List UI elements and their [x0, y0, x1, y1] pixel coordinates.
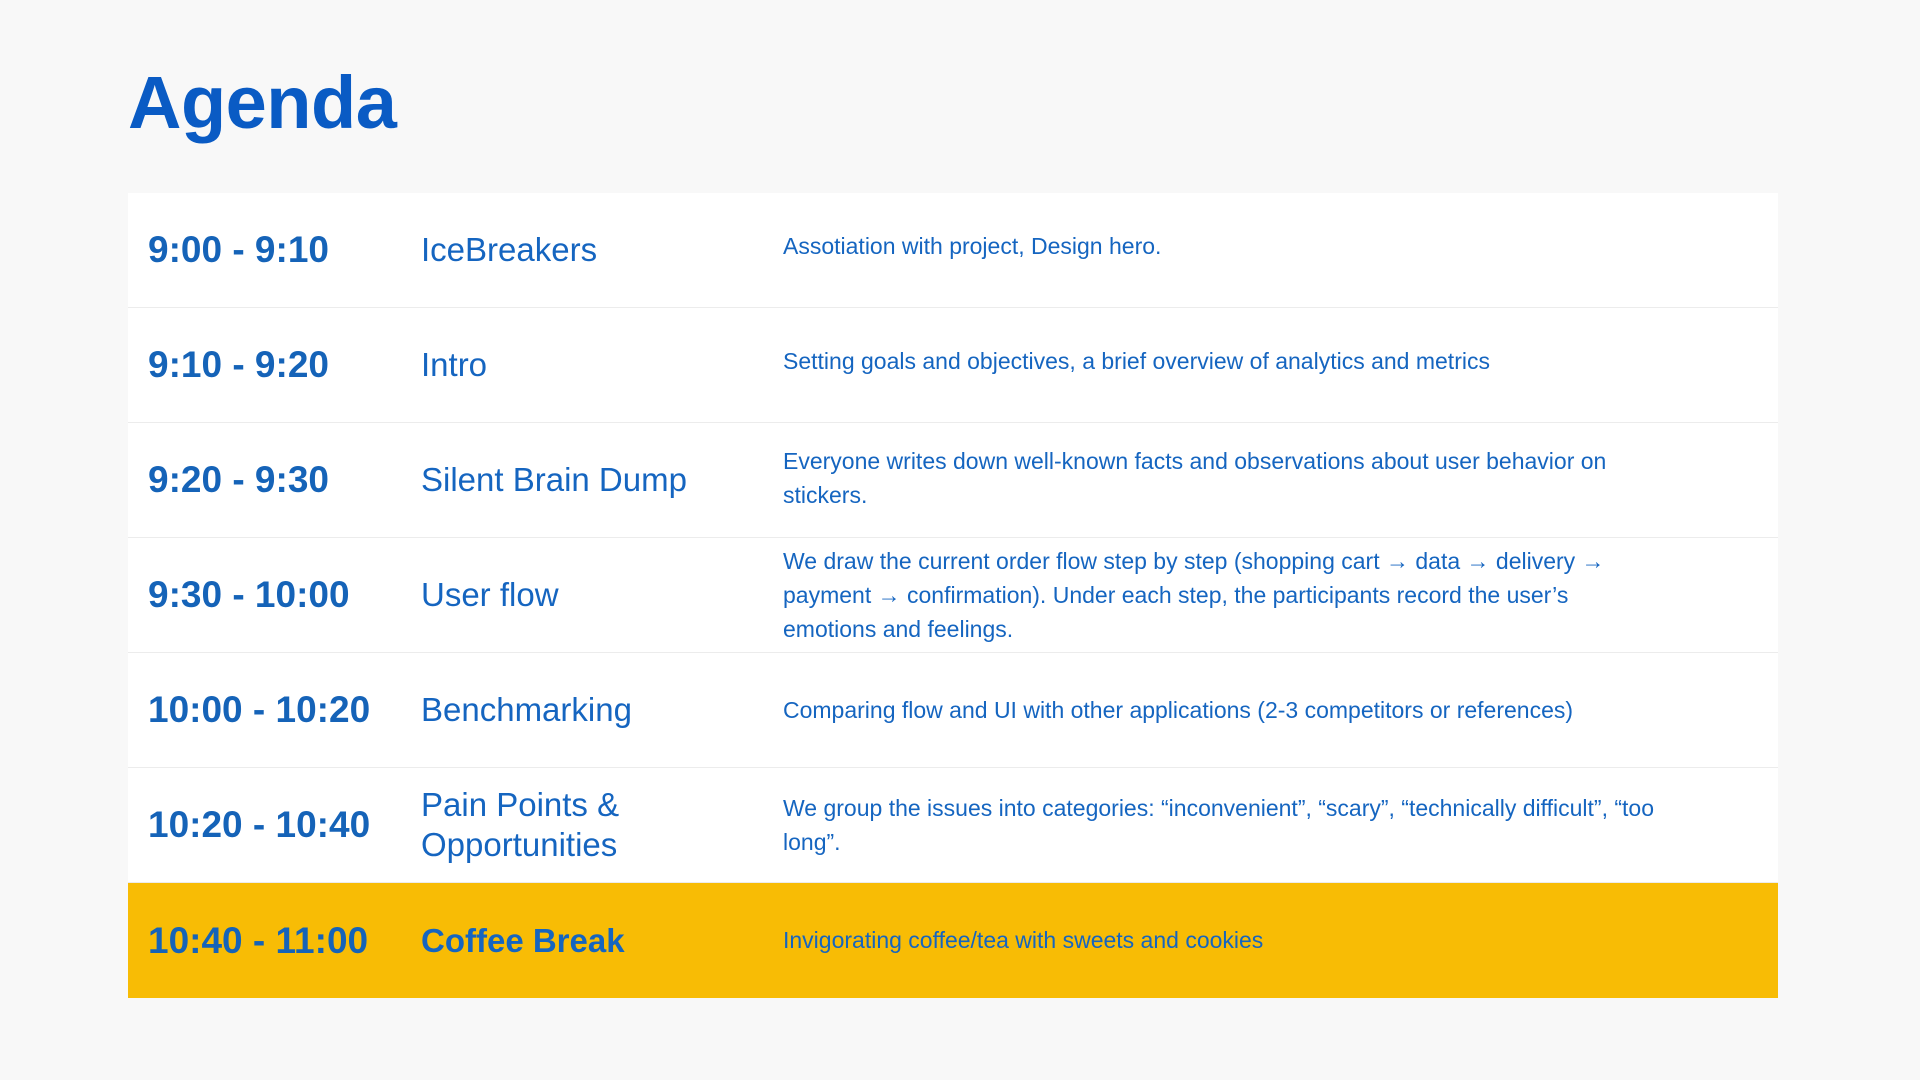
- agenda-row-user-flow: [128, 538, 1778, 653]
- agenda-session: Coffee Break: [421, 921, 625, 959]
- page-title: Agenda: [128, 61, 397, 144]
- agenda-description: Assotiation with project, Design hero.: [783, 233, 1162, 259]
- agenda-session: User flow: [421, 576, 559, 613]
- agenda-session: Benchmarking: [421, 691, 632, 728]
- agenda-row-intro: [128, 308, 1778, 423]
- agenda-time: 9:10 - 9:20: [148, 344, 329, 385]
- agenda-description: We draw the current order flow step by step (shopping cart → data → delivery → payment → confirmation). Under each step, the participants record the user’s emotions and feelings.: [783, 548, 1605, 642]
- agenda-row-pain-points: [128, 768, 1778, 883]
- agenda-session: Intro: [421, 346, 488, 383]
- agenda-description: Comparing flow and UI with other applications (2-3 competitors or references): [783, 697, 1574, 723]
- agenda-description: Setting goals and objectives, a brief overview of analytics and metrics: [783, 348, 1490, 374]
- agenda-row-benchmarking: [128, 653, 1778, 768]
- agenda-row-coffee-break: [128, 883, 1778, 998]
- agenda-description: Invigorating coffee/tea with sweets and cookies: [783, 927, 1264, 953]
- agenda-time: 10:20 - 10:40: [148, 804, 371, 845]
- agenda-description: We group the issues into categories: “inconvenient”, “scary”, “technically difficult”, “too long”.: [783, 795, 1654, 855]
- agenda-time: 9:00 - 9:10: [148, 229, 329, 270]
- agenda-time: 10:00 - 10:20: [148, 689, 371, 730]
- agenda-time: 10:40 - 11:00: [148, 919, 369, 961]
- agenda-description: Everyone writes down well-known facts and observations about user behavior on stickers.: [783, 448, 1607, 508]
- agenda-session: Pain Points & Opportunities: [421, 786, 620, 863]
- agenda-row-icebreakers: [128, 193, 1778, 308]
- agenda-row-silent-brain-dump: [128, 423, 1778, 538]
- agenda-table: [128, 193, 1778, 998]
- agenda-time: 9:20 - 9:30: [148, 459, 329, 500]
- agenda-session: IceBreakers: [421, 231, 598, 268]
- agenda-session: Silent Brain Dump: [421, 461, 687, 498]
- agenda-time: 9:30 - 10:00: [148, 574, 350, 615]
